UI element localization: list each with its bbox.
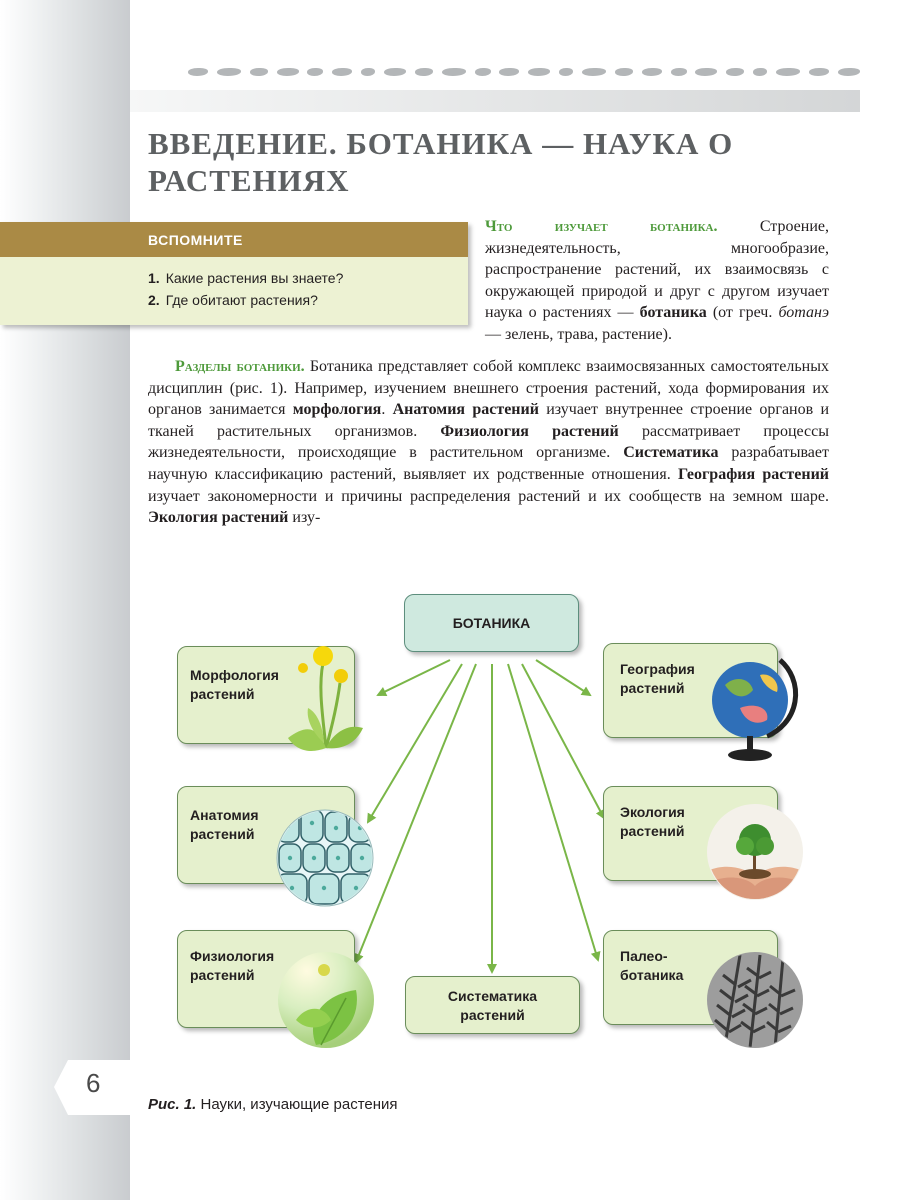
node-systematics xyxy=(405,976,580,1034)
term: Систематика xyxy=(623,444,719,462)
body-text: . xyxy=(381,401,393,419)
hands-sapling-icon xyxy=(705,802,805,902)
arrow-to-morphology xyxy=(378,660,450,695)
question-number: 1. xyxy=(148,270,160,286)
globe-icon xyxy=(705,640,805,770)
term: География растений xyxy=(677,465,830,483)
question-text: Какие растения вы знаете? xyxy=(165,270,344,286)
anatomy-label: Анатомия растений xyxy=(190,807,259,842)
body-text: изучает внутреннее строение органов и тканей растительных организмов. xyxy=(148,401,830,440)
question-number: 2. xyxy=(148,292,160,308)
figure-caption xyxy=(148,1096,398,1113)
paleobotany-label: Палео- ботаника xyxy=(620,948,684,983)
dandelion-icon xyxy=(268,628,378,768)
term: морфология xyxy=(292,401,382,419)
ecology-label: Экология растений xyxy=(620,804,685,839)
arrow-to-anatomy xyxy=(368,664,462,822)
body-text: Ботаника представляет собой комплекс взаимосвязанных самостоятельных дисциплин (рис. 1). Например, изучением внешнего строения растений, хода формирования их органов занимается xyxy=(148,358,829,419)
leaf-sunlight-icon xyxy=(276,950,376,1050)
body-text: изу- xyxy=(288,509,321,527)
physiology-label: Физиология растений xyxy=(190,948,275,983)
term: Анатомия растений xyxy=(392,401,539,419)
term: Экология растений xyxy=(148,509,289,527)
caption-label: Рис. 1. xyxy=(148,1096,197,1113)
arrow-to-ecology xyxy=(522,664,604,818)
intro-lead: Что изучает ботаника. xyxy=(485,218,718,235)
body-text: рассматривает процессы жизнедеятельности, происходящие в растительном организме. xyxy=(148,422,829,462)
systematics-label: Систематика растений xyxy=(447,988,538,1023)
body-text: изучает закономерности и причины распределения растений и их сообществ на земном шаре. xyxy=(148,487,829,505)
intro-text: Строение, жизнедеятельность, многообразие, распространение растений, их взаимосвязь с окружающей природой и друг с другом изучает наука о растениях — xyxy=(485,218,829,322)
chapter-title: ВВЕДЕНИЕ. БОТАНИКА — НАУКА О РАСТЕНИЯХ xyxy=(148,126,734,198)
question-text: Где обитают растения? xyxy=(165,292,318,308)
root-label: БОТАНИКА xyxy=(452,615,531,631)
geography-label: География растений xyxy=(620,661,695,696)
arrow-to-paleo xyxy=(508,664,598,960)
arrow-to-geography xyxy=(536,660,590,695)
diagram-root-botany xyxy=(404,594,579,652)
body-text: разрабатывает научную классификацию растений, выявляет их родственные отношения. xyxy=(148,444,830,483)
term: Физиология растений xyxy=(440,422,619,440)
caption-text: Науки, изучающие растения xyxy=(196,1096,398,1113)
sections-lead: Разделы ботаники. xyxy=(175,358,305,375)
term-botany: ботаника xyxy=(639,304,707,322)
intro-text: (от греч. xyxy=(706,304,779,322)
term-greek: ботанэ xyxy=(778,304,830,322)
recall-heading: ВСПОМНИТЕ xyxy=(0,222,468,257)
morphology-label: Морфология растений xyxy=(190,667,279,702)
plant-cells-icon xyxy=(275,808,375,908)
page-number: 6 xyxy=(86,1068,101,1098)
intro-text: — зелень, трава, растение). xyxy=(485,325,672,343)
fossil-fern-icon xyxy=(705,950,805,1050)
